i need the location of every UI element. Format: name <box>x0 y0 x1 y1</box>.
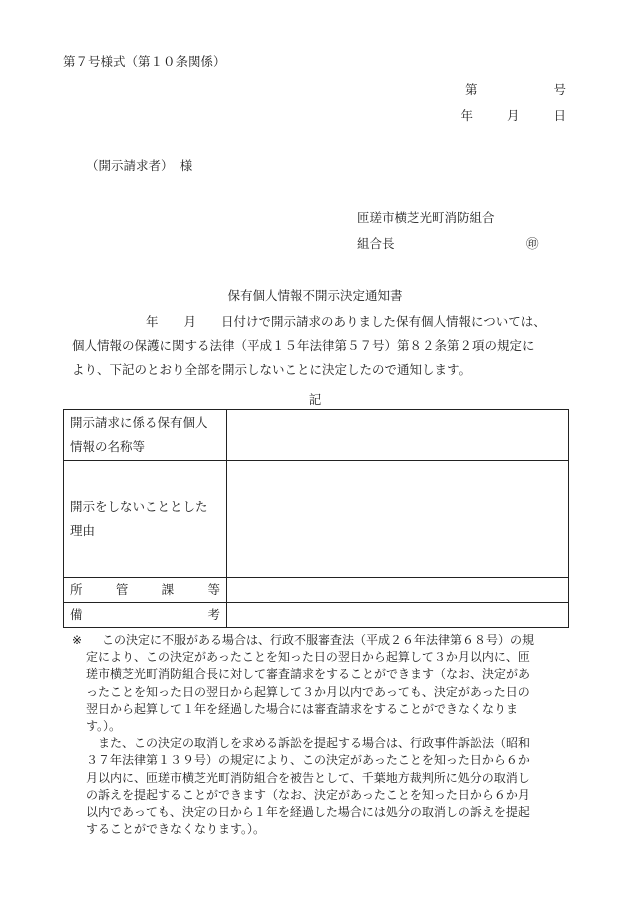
body-text <box>72 310 572 382</box>
number-prefix: 第 <box>465 82 478 97</box>
note-mark: ※ <box>72 633 83 647</box>
table-row <box>64 578 569 603</box>
label-char: 等 <box>207 582 220 597</box>
note-line: することができなくなります。）。 <box>86 822 266 837</box>
note-paragraph-1 <box>72 632 572 735</box>
note-paragraph-2 <box>72 735 572 838</box>
label-line: 開示請求に係る保有個人 <box>70 415 208 430</box>
date-day: 日 <box>553 108 566 123</box>
note-line: また、この決定の取消しを求める訴訟を提起する場合は、行政事件訴訟法（昭和 <box>98 736 531 751</box>
table-row <box>64 461 569 578</box>
label-line: 開示をしないこととした <box>70 499 208 514</box>
note-line: 翌日から起算して１年を経過した場合には審査請求をすることができなくなりま <box>86 701 519 716</box>
body-line-2: 個人情報の保護に関する法律（平成１５年法律第５７号）第８２条第２項の規定に <box>72 338 535 353</box>
row-label-reason <box>64 461 227 578</box>
note-line: 月以内に、匝瑳市横芝光町消防組合を被告として、千葉地方裁判所に処分の取消し <box>86 770 530 785</box>
note-line: の訴えを提起することができます（なお、決定があったことを知った日から６か月 <box>86 787 530 802</box>
row-label-department <box>64 578 227 603</box>
label-char: 課 <box>161 582 175 597</box>
notes-section <box>72 632 572 838</box>
date-year: 年 <box>460 108 474 123</box>
ki-heading: 記 <box>308 392 322 407</box>
date-line <box>461 106 566 124</box>
document-title: 保有個人情報不開示決定通知書 <box>227 288 403 303</box>
note-line: 瑳市横芝光町消防組合長に対して審査請求をすることができます（なお、決定があ <box>86 667 531 682</box>
info-table <box>63 409 569 628</box>
form-number: 第７号様式（第１０条関係） <box>63 54 226 69</box>
label-char: 管 <box>115 582 129 597</box>
table-row <box>64 603 569 628</box>
value-cell-department[interactable] <box>227 578 569 603</box>
number-suffix: 号 <box>553 82 566 97</box>
value-cell-reason[interactable] <box>227 461 569 578</box>
body-line-3: より、下記のとおり全部を開示しないことに決定したので通知します。 <box>72 362 472 377</box>
addressee: （開示請求者） 様 <box>86 158 193 173</box>
label-char: 所 <box>70 582 83 597</box>
note-line: す。）。 <box>86 719 122 734</box>
value-cell-requested-info[interactable] <box>227 410 569 461</box>
issuer-organization: 匝瑳市横芝光町消防組合 <box>357 210 495 225</box>
issuer-title: 組合長 <box>357 236 395 251</box>
seal-mark: ㊞ <box>526 236 539 251</box>
label-char: 考 <box>207 607 220 622</box>
value-cell-remarks[interactable] <box>227 603 569 628</box>
note-line: この決定に不服がある場合は、行政不服審査法（平成２６年法律第６８号）の規 <box>102 633 535 647</box>
row-label-requested-info <box>64 410 227 461</box>
note-line: ３７年法律第１３９号）の規定により、この決定があったことを知った日から６か <box>86 753 530 768</box>
note-line: ったことを知った日の翌日から起算して３か月以内であっても、決定があった日の <box>86 684 530 699</box>
label-line: 情報の名称等 <box>70 439 146 454</box>
document-number-line <box>465 80 566 98</box>
label-line: 理由 <box>70 523 96 538</box>
note-line: 以内であっても、決定の日から１年を経過した場合には処分の取消しの訴えを提起 <box>86 805 530 820</box>
date-month: 月 <box>507 108 520 123</box>
row-label-remarks <box>64 603 227 628</box>
table-row <box>64 410 569 461</box>
body-line-1: 年 月 日付けで開示請求のありました保有個人情報については、 <box>146 314 546 329</box>
note-line: 定により、この決定があったことを知った日の翌日から起算して３か月以内に、匝 <box>86 650 530 665</box>
label-char: 備 <box>70 607 83 622</box>
